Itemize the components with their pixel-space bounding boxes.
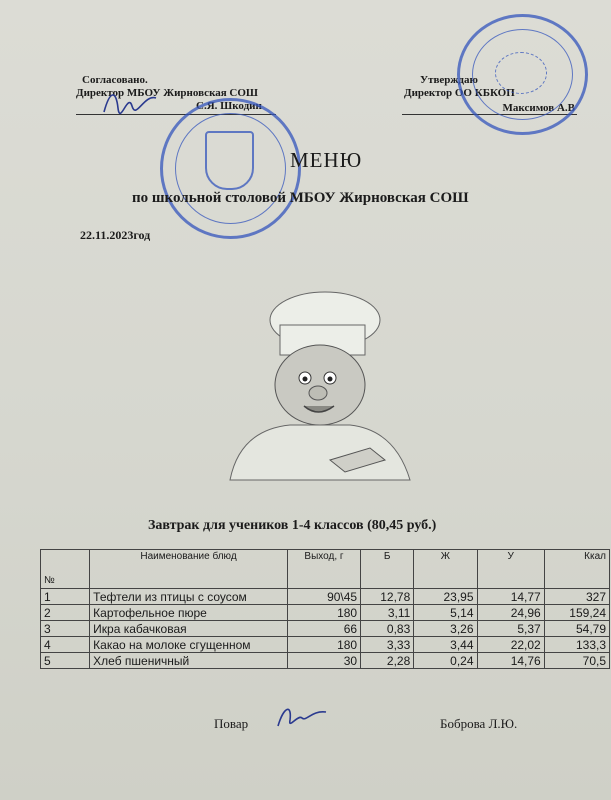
cook-name: Боброва Л.Ю. — [440, 716, 518, 731]
dish-kcal: 54,79 — [544, 621, 609, 637]
dish-yield: 180 — [287, 605, 360, 621]
menu-date: 22.11.2023год — [80, 228, 151, 242]
menu-table — [40, 549, 610, 669]
table-header-row — [41, 550, 610, 589]
dish-kcal: 327 — [544, 589, 609, 605]
col-dish-name: Наименование блюд — [90, 550, 288, 589]
chef-illustration-icon — [220, 290, 420, 490]
dish-carbs: 24,96 — [477, 605, 544, 621]
dish-yield: 66 — [287, 621, 360, 637]
dish-name: Тефтели из птицы с соусом — [90, 589, 288, 605]
dish-yield: 180 — [287, 637, 360, 653]
dish-carbs: 14,76 — [477, 653, 544, 669]
dish-name: Картофельное пюре — [90, 605, 288, 621]
dish-proteins: 2,28 — [361, 653, 414, 669]
table-row — [41, 621, 610, 637]
coat-of-arms-icon — [205, 131, 254, 190]
row-number: 2 — [41, 605, 90, 621]
table-row — [41, 653, 610, 669]
dish-fats: 5,14 — [414, 605, 477, 621]
table-row — [41, 589, 610, 605]
dish-carbs: 5,37 — [477, 621, 544, 637]
round-stamp-left — [160, 98, 301, 239]
row-number: 1 — [41, 589, 90, 605]
dish-yield: 30 — [287, 653, 360, 669]
dish-kcal: 159,24 — [544, 605, 609, 621]
dish-kcal: 70,5 — [544, 653, 609, 669]
col-kcal: Ккал — [544, 550, 609, 589]
dish-name: Икра кабачковая — [90, 621, 288, 637]
dish-proteins: 3,11 — [361, 605, 414, 621]
signature-icon — [100, 84, 160, 120]
dish-name: Хлеб пшеничный — [90, 653, 288, 669]
approve-label: Утверждаю — [420, 74, 478, 86]
table-row — [41, 605, 610, 621]
page-subtitle: по школьной столовой МБОУ Жирновская СОШ — [132, 190, 469, 206]
dish-fats: 0,24 — [414, 653, 477, 669]
director-position: Директор ОО КБКОП — [404, 87, 515, 99]
col-number: № — [41, 550, 90, 589]
director-name: Максимов А.В — [502, 102, 575, 114]
row-number: 5 — [41, 653, 90, 669]
col-proteins: Б — [361, 550, 414, 589]
table-row — [41, 637, 610, 653]
dish-proteins: 3,33 — [361, 637, 414, 653]
cook-signature-icon — [272, 700, 332, 734]
cook-label: Повар — [214, 716, 249, 731]
approved-label: Согласовано. — [82, 74, 148, 86]
dish-name: Какао на молоке сгущенном — [90, 637, 288, 653]
col-carbs: У — [477, 550, 544, 589]
dish-kcal: 133,3 — [544, 637, 609, 653]
col-yield: Выход, г — [287, 550, 360, 589]
dish-proteins: 0,83 — [361, 621, 414, 637]
meal-title: Завтрак для учеников 1-4 классов (80,45 руб.) — [148, 518, 437, 533]
row-number: 4 — [41, 637, 90, 653]
col-fats: Ж — [414, 550, 477, 589]
dish-yield: 90\45 — [287, 589, 360, 605]
approver-position: Директор МБОУ Жирновская СОШ — [76, 87, 259, 99]
page-title: МЕНЮ — [290, 148, 363, 172]
round-stamp-right — [457, 14, 588, 135]
dish-carbs: 22,02 — [477, 637, 544, 653]
dish-proteins: 12,78 — [361, 589, 414, 605]
dish-fats: 23,95 — [414, 589, 477, 605]
row-number: 3 — [41, 621, 90, 637]
dish-fats: 3,44 — [414, 637, 477, 653]
dish-fats: 3,26 — [414, 621, 477, 637]
dish-carbs: 14,77 — [477, 589, 544, 605]
approver-name: С.Я. Шкодин — [196, 100, 262, 112]
